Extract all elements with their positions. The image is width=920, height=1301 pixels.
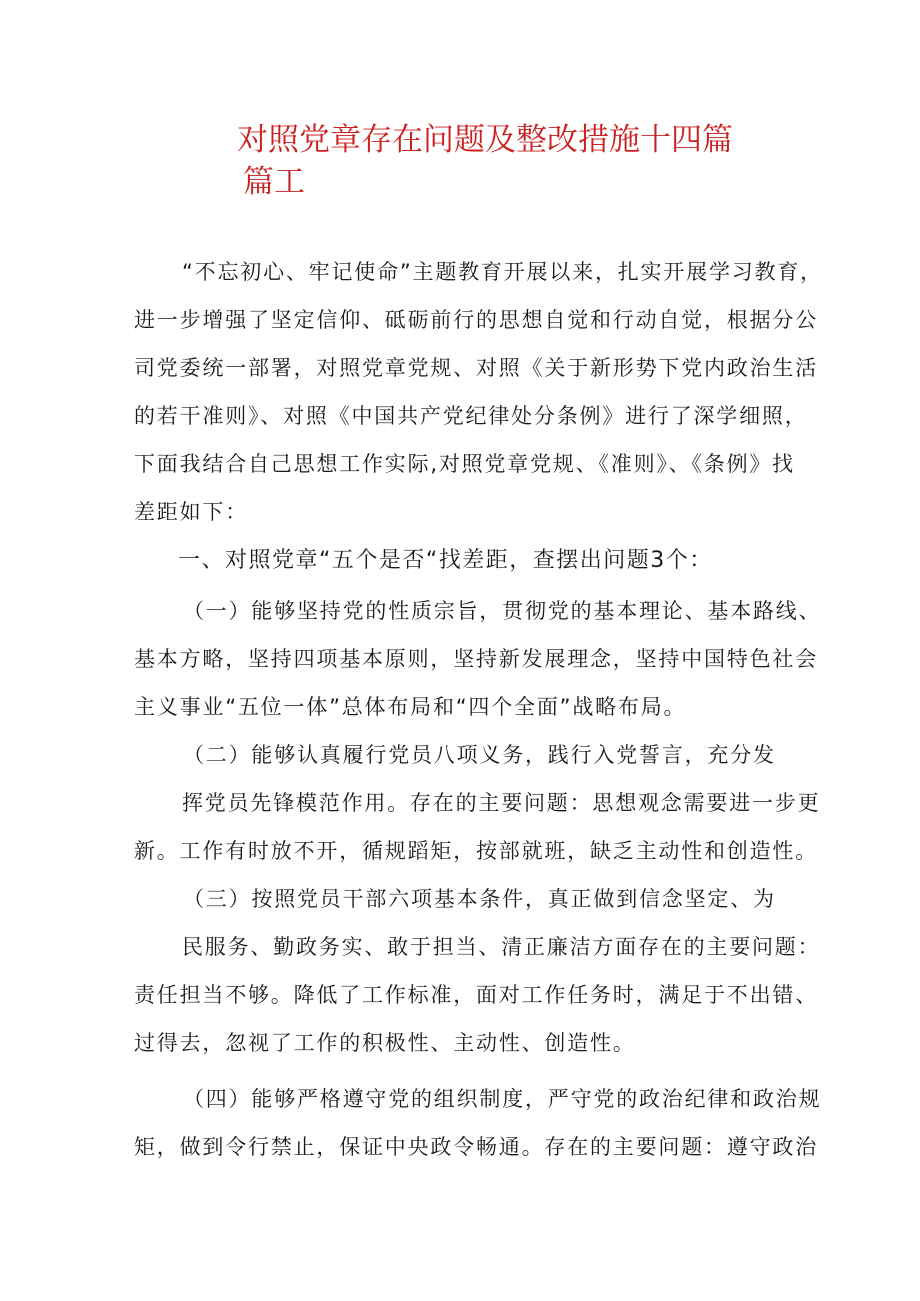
item3-line: （三）按照党员干部六项基本条件，真正做到信念坚定、为 — [183, 887, 776, 911]
intro-line: 的若干准则》、对照《中国共产党纪律处分条例》进行了深学细照， — [134, 404, 808, 428]
item1-line: （一）能够坚持党的性质宗旨，贯彻党的基本理论、基本路线、 — [183, 599, 822, 623]
intro-line: 进一步增强了坚定信仰、砥砺前行的思想自觉和行动自觉，根据分公 — [134, 308, 818, 332]
item4-line: 矩，做到令行禁止，保证中央政令畅通。存在的主要问题：遵守政治 — [134, 1135, 818, 1159]
item2-line: 挥党员先锋模范作用。存在的主要问题：思想观念需要进一步更 — [182, 791, 821, 815]
item3-line: 责任担当不够。降低了工作标准，面对工作任务时，满足于不出错、 — [134, 983, 818, 1007]
intro-line: 差距如下： — [134, 500, 248, 524]
intro-line: “不忘初心、牢记使命”主题教育开展以来，扎实开展学习教育， — [182, 260, 823, 284]
intro-line: 司党委统一部署，对照党章党规、对照《关于新形势下党内政治生活 — [134, 356, 818, 380]
item1-line: 基本方略，坚持四项基本原则，坚持新发展理念，坚持中国特色社会 — [134, 647, 818, 671]
item2-line: （二）能够认真履行党员八项义务，践行入党誓言，充分发 — [183, 743, 776, 767]
item1-line: 主义事业“五位一体”总体布局和“四个全面”战略布局。 — [134, 695, 687, 719]
item4-line: （四）能够严格遵守党的组织制度，严守党的政治纪律和政治规 — [183, 1087, 822, 1111]
item2-line: 新。工作有时放不开，循规蹈矩，按部就班，缺乏主动性和创造性。 — [134, 839, 818, 863]
document-subtitle: 篇工 — [243, 164, 305, 200]
intro-line: 下面我结合自己思想工作实际,对照党章党规、《准则》、《条例》找 — [134, 452, 795, 476]
item3-line: 过得去，忽视了工作的积极性、主动性、创造性。 — [134, 1031, 636, 1055]
section-heading: 一、对照党章“五个是否“找差距，查摆出问题3个： — [178, 548, 713, 573]
item3-line: 民服务、勤政务实、敢于担当、清正廉洁方面存在的主要问题： — [182, 935, 821, 959]
document-title: 对照党章存在问题及整改措施十四篇 — [237, 122, 733, 158]
